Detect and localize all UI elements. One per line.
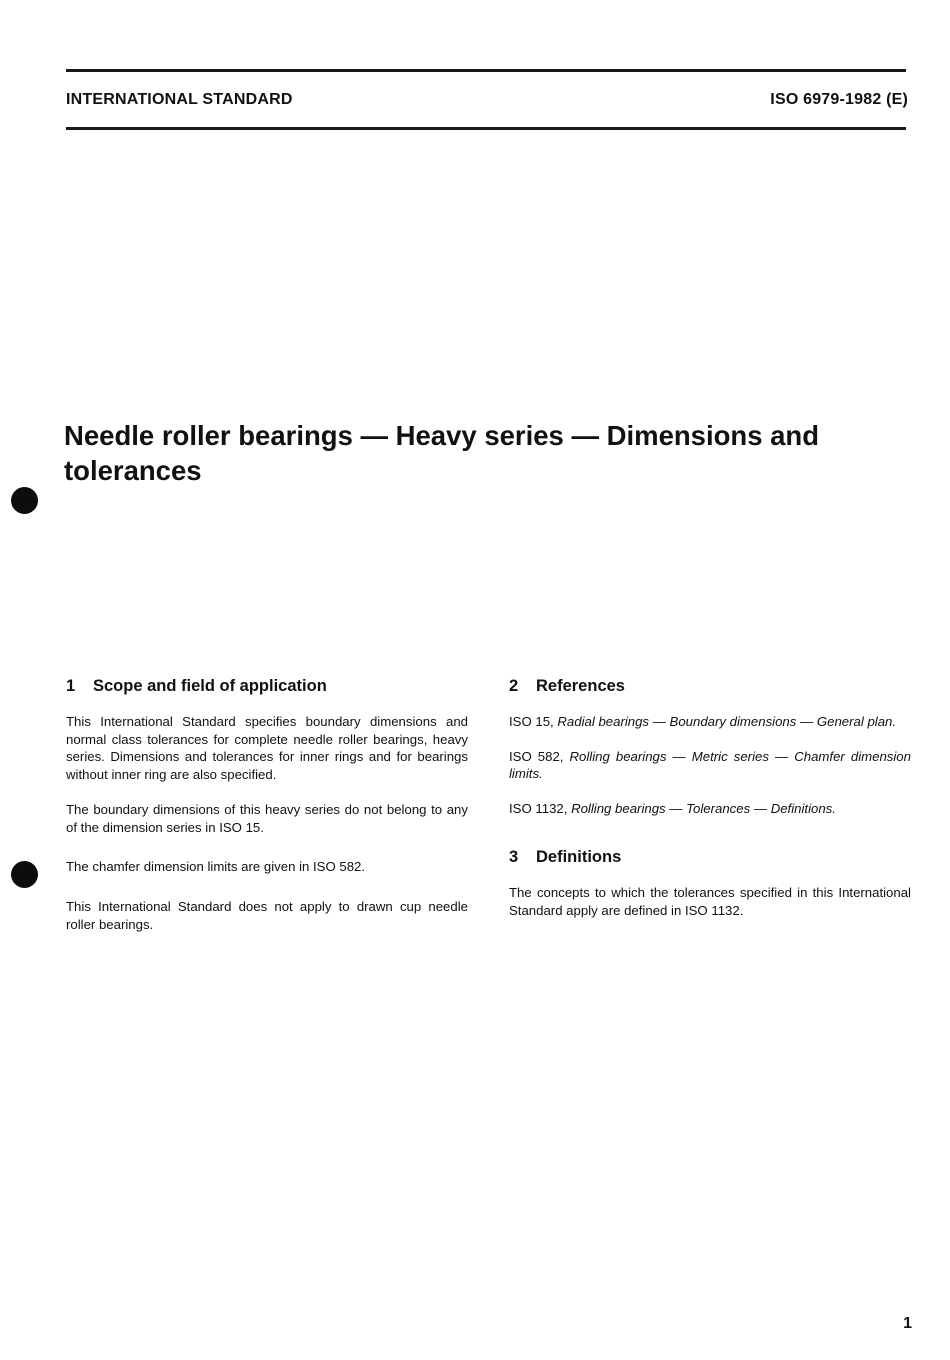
section-1-paragraph: The boundary dimensions of this heavy series do not belong to any of the dimension series in ISO 15.: [66, 802, 468, 835]
reference-code: ISO 582,: [509, 748, 564, 764]
title-line-2: tolerances: [64, 455, 202, 486]
section-1-paragraph: This International Standard does not apply to drawn cup needle roller bearings.: [66, 899, 468, 932]
left-column: [66, 676, 468, 933]
header-bottom-rule: [66, 127, 906, 130]
section-3-paragraph: The concepts to which the tolerances specified in this International Standard apply are defined in ISO 1132.: [509, 885, 911, 918]
punch-hole-mark: [11, 861, 38, 888]
header-top-rule: [66, 69, 906, 72]
header-standard-label: INTERNATIONAL STANDARD: [66, 91, 293, 108]
title-line-1: Needle roller bearings — Heavy series — Dimensions and: [64, 420, 820, 451]
section-2-number: 2: [509, 677, 519, 695]
right-column: [509, 676, 911, 920]
reference-code: ISO 1132,: [509, 800, 568, 816]
section-3-number: 3: [509, 848, 519, 867]
page-number: 1: [903, 1315, 912, 1332]
document-title: [64, 418, 904, 488]
header-document-number: ISO 6979-1982 (E): [770, 91, 908, 108]
section-1-number: 1: [66, 677, 76, 695]
reference-title: Rolling bearings — Metric series — Chamfer dimension limits.: [509, 748, 911, 782]
reference-item: [509, 713, 911, 731]
section-1-paragraph: The chamfer dimension limits are given in ISO 582.: [66, 858, 366, 874]
section-3-title: Definitions: [536, 848, 622, 867]
section-3-heading: [509, 847, 911, 867]
reference-item: [509, 748, 911, 783]
section-1-heading: [66, 676, 468, 696]
reference-code: ISO 15,: [509, 714, 554, 729]
section-2-title: References: [536, 677, 625, 695]
reference-title: Radial bearings — Boundary dimensions — General plan.: [557, 714, 897, 729]
reference-title: Rolling bearings — Tolerances — Definitions.: [571, 800, 836, 816]
punch-hole-mark: [11, 487, 38, 514]
reference-item: [509, 800, 911, 818]
section-1-title: Scope and field of application: [93, 677, 327, 695]
section-2-heading: [509, 676, 911, 696]
section-1-paragraph: This International Standard specifies boundary dimensions and normal class tolerances for complete needle roller bearings, heavy series. Dimensions and tolerances for inner rings and for bearings without inner ring are also specified.: [66, 714, 468, 782]
